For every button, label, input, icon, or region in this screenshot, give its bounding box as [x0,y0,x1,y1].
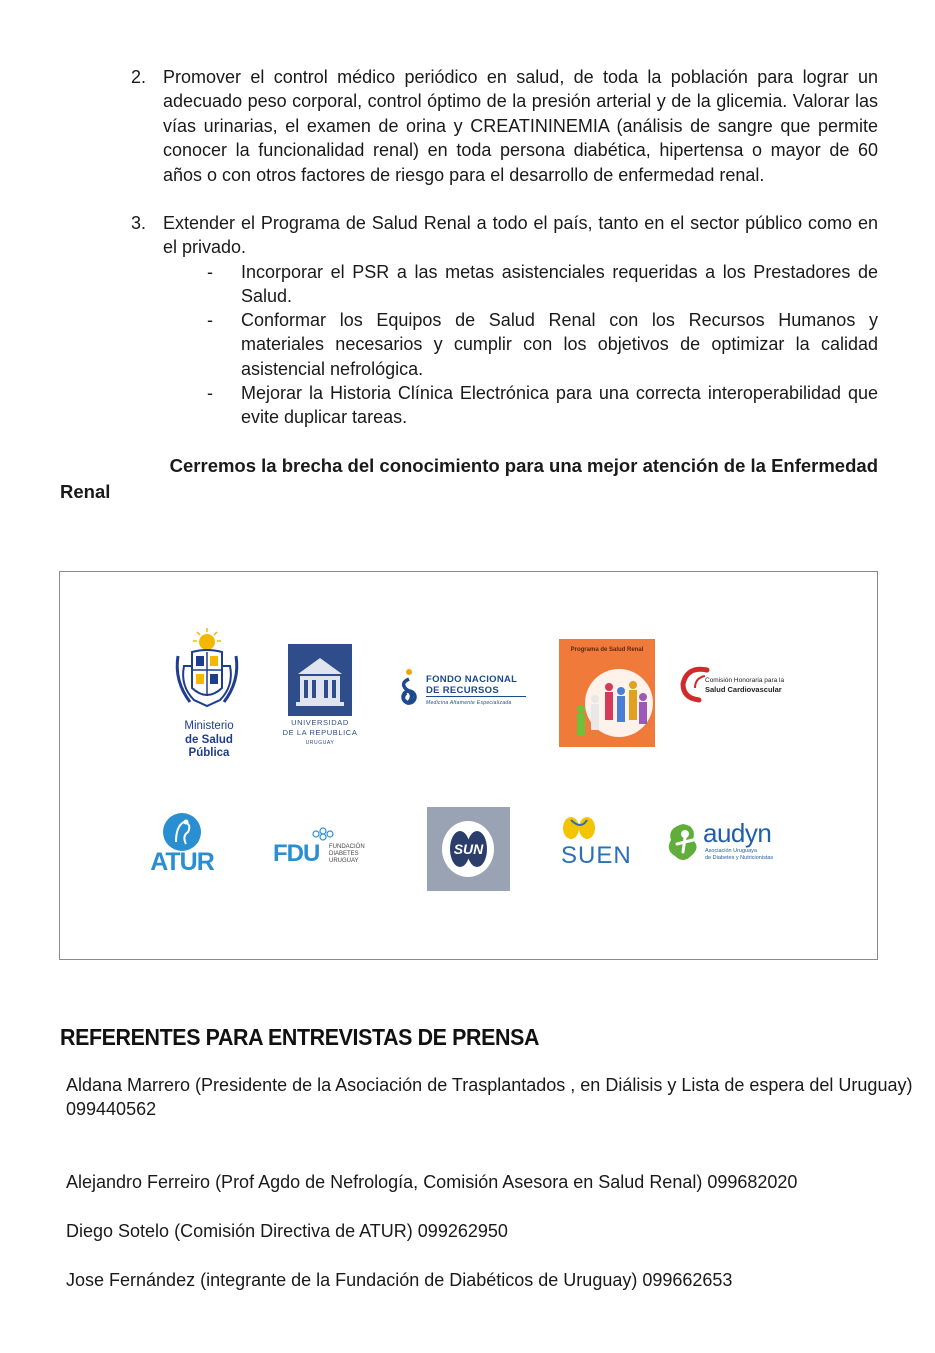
referent-item [66,1073,916,1122]
partner-logos-panel [59,571,878,960]
sub-list-item-text: Mejorar la Historia Clínica Electrónica para una correcta interoperabilidad que evite duplicar tareas. [241,383,878,428]
sub-list-item-text: Incorporar el PSR a las metas asistenciales requeridas a los Prestadores de Salud. [241,262,878,307]
referent-item [66,1268,916,1292]
sun-name: SUN [453,841,484,857]
fdu-sub-2: DIABETES [329,851,359,857]
fdu-sub-3: URUGUAY [329,858,359,864]
audyn-logo [663,820,788,866]
call-to-action-line-1: Cerremos la brecha del conocimiento para una mejor atención de la Enfermedad [169,455,878,476]
referent-text: Aldana Marrero (Presidente de la Asociación de Trasplantados , en Diálisis y Lista de espera del Uruguay) [66,1075,913,1095]
udelar-line-1: UNIVERSIDAD [291,718,349,727]
msp-line-2: de Salud [185,733,233,746]
fnr-logo [396,667,526,711]
suen-logo [561,816,643,884]
atur-logo [146,812,218,882]
list-item-text: Promover el control médico periódico en salud, de toda la población para lograr un adecuado peso corporal, control óptimo de la presión arterial y de la glicemia. Valorar las vías urinarias, el examen de orina y CREATININEMIA (análisis de sangre que permite conocer la funcionalidad renal) en toda persona diabética, hipertensa o mayor de 60 años o con otros factores de riesgo para el desarrollo de enfermedad renal. [163,67,878,185]
psr-title: Programa de Salud Renal [570,647,644,653]
call-to-action-line-2: Renal [60,481,111,502]
referent-phone: 099440562 [66,1099,157,1120]
referent-text: Diego Sotelo (Comisión Directiva de ATUR) 099262950 [66,1221,508,1241]
sub-list-item-text: Conformar los Equipos de Salud Renal con los Recursos Humanos y materiales necesarios y cumplir con los objetivos de optimizar la calidad asistencial nefrológica. [241,310,878,379]
sub-list-item [207,308,878,381]
dash-bullet: - [207,310,213,330]
university-building-icon [288,644,352,716]
audyn-figure-icon [663,820,703,864]
fnr-line-3: Medicina Altamente Especializada [426,696,526,709]
chscv-line-2: Salud Cardiovascular [705,685,782,694]
chscv-logo [677,664,792,704]
fnr-symbol-icon [396,667,422,707]
fnr-line-1: FONDO NACIONAL [426,674,518,685]
udelar-logo [282,644,358,754]
list-item-text: Extender el Programa de Salud Renal a todo el país, tanto en el sector público como en el privado. [163,213,878,258]
fdu-name: FDU [273,840,320,867]
list-number: 3. [131,213,147,233]
sun-logo [427,807,510,891]
psr-logo [559,639,655,747]
referent-text: Jose Fernández (integrante de la Fundación de Diabéticos de Uruguay) 099662653 [66,1270,733,1290]
sub-list-item [207,381,878,430]
fdu-logo [273,826,368,868]
uruguay-coat-of-arms-icon [170,626,245,718]
msp-logo [170,626,245,759]
atur-name: ATUR [150,848,214,876]
salud-renal-people-icon [559,639,655,747]
dash-bullet: - [207,262,213,282]
msp-line-3: Pública [188,747,230,759]
chscv-line-1: Comisión Honoraria para la [705,677,785,684]
dash-bullet: - [207,383,213,403]
udelar-line-2: DE LA REPUBLICA [282,728,358,737]
atur-figure-icon [146,812,218,852]
section-title: REFERENTES PARA ENTREVISTAS DE PRENSA [60,1024,540,1050]
audyn-sub-1: Asociación Uruguaya [705,848,757,854]
fnr-line-2: DE RECURSOS [426,685,499,696]
list-item-3 [131,211,878,260]
audyn-sub-2: de Diabetes y Nutricionistas [705,854,774,861]
audyn-name: audyn [703,818,772,848]
udelar-line-3: URUGUAY [305,740,335,746]
sub-list-item [207,260,878,309]
msp-line-1: Ministerio [184,720,234,732]
referent-item [66,1170,916,1194]
referent-text: Alejandro Ferreiro (Prof Agdo de Nefrología, Comisión Asesora en Salud Renal) 099682020 [66,1172,798,1192]
referent-item [66,1219,916,1243]
list-number: 2. [131,67,147,87]
list-item-2 [131,65,878,187]
call-to-action [60,453,878,505]
fdu-sub-1: FUNDACIÓN [329,844,365,850]
suen-name: SUEN [561,842,632,869]
